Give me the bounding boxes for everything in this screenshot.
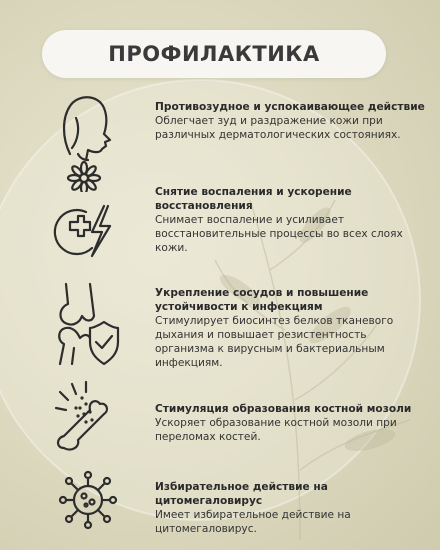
- benefit-text: Ускоряет образование костной мозоли при переломах костей.: [155, 417, 397, 443]
- benefit-heading: Противозудное и успокаивающее действие: [155, 101, 425, 113]
- benefit-text: Облегчает зуд и раздражение кожи при различных дерматологических состояниях.: [155, 115, 401, 141]
- benefit-item-4: [155, 402, 425, 444]
- virus-icon: [58, 470, 118, 530]
- title-banner: [42, 30, 386, 78]
- benefit-heading: Укрепление сосудов и повышение устойчивости к инфекциям: [155, 287, 369, 313]
- bone-fracture-icon: [50, 378, 116, 454]
- face-flower-icon: [52, 88, 116, 192]
- joint-shield-icon: [52, 282, 122, 366]
- medical-cross-lightning-icon: [52, 204, 114, 260]
- benefit-item-1: [155, 100, 425, 142]
- benefit-heading: Стимуляция образования костной мозоли: [155, 403, 412, 415]
- benefit-heading: Снятие воспаления и ускорение восстановления: [155, 186, 352, 212]
- benefit-item-3: [155, 286, 425, 370]
- benefit-heading: Избирательное действие на цитомегаловирус: [155, 481, 328, 507]
- benefit-item-5: [155, 480, 425, 536]
- benefit-text: Снимает воспаление и усиливает восстановительные процессы во всех слоях кожи.: [155, 214, 403, 254]
- benefit-text: Стимулирует биосинтез белков тканевого дыхания и повышает резистентность организма к вирусным и бактериальным инфекциям.: [155, 315, 394, 369]
- benefit-text: Имеет избирательное действие на цитомегаловирус.: [155, 509, 351, 535]
- page-title: ПРОФИЛАКТИКА: [108, 42, 320, 66]
- benefit-item-2: [155, 185, 425, 255]
